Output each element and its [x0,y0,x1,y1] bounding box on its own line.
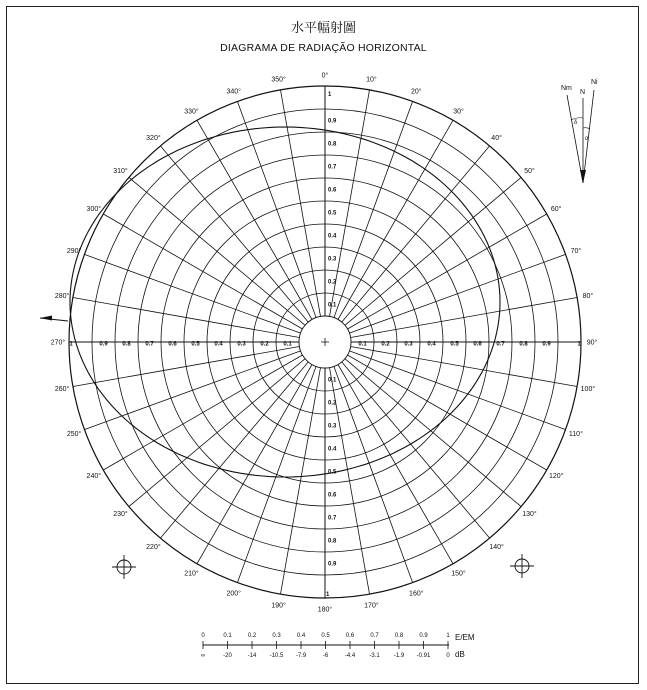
radius-label: 0.1 [328,377,337,384]
radius-label: 0.5 [450,341,459,348]
azimuth-label: 50° [524,167,535,175]
registration-mark-right [510,554,534,578]
diagram-title-chinese: 水平幅射圖 [290,21,356,36]
scale-bottom-label: -3.1 [369,653,380,659]
label-declination: δ [574,120,578,126]
radius-label: 0.1 [328,302,337,309]
azimuth-label: 60° [550,206,562,213]
azimuth-label: 180° [317,606,333,614]
azimuth-label: 190° [271,602,286,610]
radius-label: 0.4 [427,341,436,348]
scale-top-label: 0.7 [370,633,379,639]
scale-bottom-label: -0.91 [416,653,431,659]
azimuth-label: 150° [451,570,466,578]
grid-spoke [342,362,490,538]
grid-spoke [345,177,521,325]
scale-bottom-label: -6 [322,653,329,659]
radius-label: 0.2 [381,341,390,348]
radius-label: 0.7 [145,341,154,348]
radius-label: 1 [577,341,581,348]
azimuth-label: 90° [586,339,598,347]
label-magnetic-north: Nm [561,85,572,92]
azimuth-label: 280° [54,293,70,301]
scale-bottom-label: 0 [446,653,450,659]
grid-spoke [342,146,490,322]
azimuth-label: 110° [568,430,583,438]
label-convergence: α [585,136,589,142]
grid-spoke [160,146,308,322]
radius-label: 0.7 [496,341,505,348]
convergence-arc [583,128,590,129]
azimuth-label: 330° [184,108,199,116]
azimuth-label: 320° [146,135,161,142]
grid-spoke [351,347,577,387]
azimuth-label: 170° [364,602,379,610]
radius-label: 0.9 [328,561,337,568]
azimuth-label: 230° [113,511,128,519]
scale-top-label: 0.6 [345,633,355,639]
azimuth-label: 10° [366,76,377,84]
azimuth-label: 130° [522,511,537,519]
diagram-title-portuguese: DIAGRAMA DE RADIAÇÃO HORIZONTAL [220,42,427,54]
grid-spoke [103,214,302,329]
label-grid-north: Ni [591,79,598,86]
radius-label: 0.6 [168,341,177,348]
azimuth-label: 220° [146,544,161,551]
radius-label: 0.8 [328,141,337,148]
grid-spoke [73,298,300,338]
scale-bottom-label: -10.5 [269,653,284,659]
radius-label: 0.6 [473,341,482,348]
grid-spoke [103,355,302,470]
radius-label: 0.8 [519,341,528,348]
radius-label: 0.3 [237,341,246,348]
radius-label: 0.3 [328,256,337,263]
grid-spoke [348,214,547,329]
azimuth-label: 350° [271,76,286,84]
scale-bottom-label: -7.9 [295,653,307,659]
scale-bottom-label: -1.9 [393,653,405,659]
azimuth-label: 120° [548,473,564,480]
registration-mark-left [112,555,136,579]
grid-spoke [197,365,312,564]
grid-spoke [197,120,312,319]
azimuth-label: 270° [50,339,66,347]
azimuth-label: 160° [409,590,424,598]
radius-label: 1 [69,341,73,348]
radius-label: 0.8 [122,341,131,348]
scale-top-label: 0.1 [223,633,232,639]
azimuth-label: 20° [411,88,422,96]
grid-spoke [281,90,321,317]
azimuth-label: 300° [86,206,102,213]
scale-top-label: 0.4 [296,633,306,639]
scale-top-label: 0.5 [321,633,330,639]
azimuth-label: 260° [54,385,70,393]
radius-label: 0.9 [328,118,337,125]
radius-label: 1 [328,92,332,98]
azimuth-label: 290° [66,248,82,256]
radius-label: 0.1 [283,341,292,348]
scale-top-label: 0.8 [394,633,404,639]
radius-label: 0.2 [328,400,337,407]
azimuth-label: 210° [184,570,199,578]
radius-label: 0.1 [358,341,367,348]
radius-label: 0.2 [260,341,269,348]
label-true-north: N [580,89,586,96]
scale-top-label: 0 [201,633,205,639]
scale-top-label: 0.3 [272,633,281,639]
azimuth-label: 100° [580,385,596,393]
radius-label: 0.3 [328,423,337,430]
scale-top-label: 0.2 [247,633,257,639]
north-arrowhead-icon [580,170,586,183]
grid-spoke [338,120,453,319]
azimuth-label: 340° [226,88,241,96]
conversion-scale [201,633,475,659]
azimuth-label: 80° [582,293,594,301]
radius-label: 0.2 [328,279,337,286]
grid-spoke [160,362,308,538]
radiation-pattern [40,127,500,477]
radius-label: 0.9 [542,341,551,348]
scale-top-label: 1 [446,633,450,639]
azimuth-label: 310° [113,167,128,175]
grid-spoke [351,298,577,338]
azimuth-label: 200° [226,590,241,598]
pattern-arrow-shaft [40,318,68,321]
radius-label: 0.6 [328,492,337,499]
north-indicator [561,79,598,183]
radius-label: 0.3 [404,341,413,348]
radius-label: 0.4 [328,446,337,453]
radius-label: 0.4 [214,341,223,348]
scale-bottom-label: -20 [223,653,232,659]
radius-label: 1 [326,592,330,598]
radius-label: 0.4 [328,233,337,240]
azimuth-label: 140° [489,544,504,551]
grid-spoke [73,347,300,387]
radius-label: 0.5 [328,469,337,476]
radius-label: 0.7 [328,515,337,522]
azimuth-label: 240° [86,473,102,480]
radius-label: 0.9 [99,341,108,348]
grid-spoke [338,365,453,564]
azimuth-label: 0° [321,72,329,80]
radius-label: 0.5 [328,210,337,217]
radius-label: 0.5 [191,341,200,348]
scale-unit-top: E/EM [455,633,475,642]
grid-spoke [129,359,305,507]
scale-bottom-label: -14 [247,653,257,659]
magnetic-north-line [567,95,583,183]
scale-unit-bottom: dB [455,650,465,659]
radius-label: 0.8 [328,538,337,545]
scale-bottom-label: ∞ [200,653,206,659]
azimuth-label: 250° [66,430,82,438]
grid-spoke [129,177,305,325]
grid-spoke [348,355,547,470]
scale-bottom-label: -4.4 [344,653,356,659]
azimuth-label: 40° [491,135,502,142]
grid-spoke [345,359,521,507]
radius-label: 0.6 [328,187,337,194]
scale-top-label: 0.9 [419,633,428,639]
azimuth-label: 70° [570,248,582,256]
grid-spoke [281,368,321,594]
radius-label: 0.7 [328,164,337,171]
azimuth-label: 30° [453,108,464,116]
